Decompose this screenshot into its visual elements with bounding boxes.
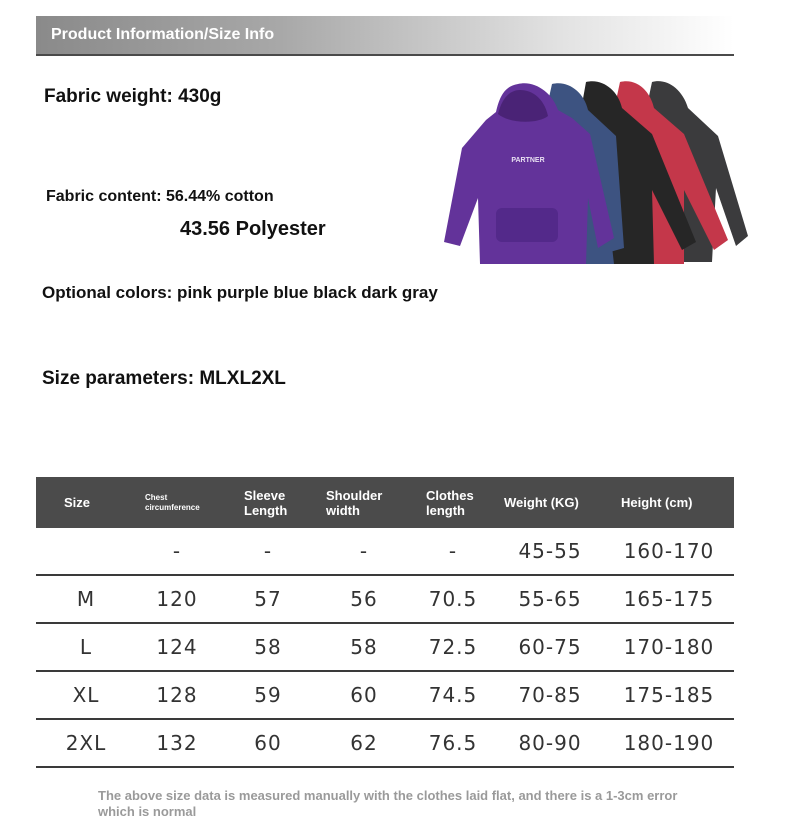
header-size: Size xyxy=(64,495,91,510)
header-chest: Chest circumference xyxy=(145,492,200,512)
table-cell: 120 xyxy=(156,587,198,611)
table-cell: - xyxy=(448,539,458,563)
table-cell: 124 xyxy=(156,635,198,659)
table-row xyxy=(36,624,734,672)
table-cell: 55-65 xyxy=(518,587,582,611)
table-cell: 180-190 xyxy=(623,731,715,755)
table-cell: - xyxy=(263,539,273,563)
table-cell: 62 xyxy=(350,731,378,755)
table-cell: - xyxy=(359,539,369,563)
table-cell: L xyxy=(79,635,93,659)
table-cell: XL xyxy=(72,683,100,707)
table-cell: 72.5 xyxy=(428,635,478,659)
table-cell: 175-185 xyxy=(623,683,715,707)
size-parameters: Size parameters: MLXL2XL xyxy=(42,368,286,389)
table-cell: 165-175 xyxy=(623,587,715,611)
fabric-content-polyester: 43.56 Polyester xyxy=(180,218,326,240)
table-row xyxy=(36,720,734,768)
table-cell: 57 xyxy=(254,587,282,611)
header-weight: Weight (KG) xyxy=(504,495,579,510)
table-cell: 58 xyxy=(254,635,282,659)
table-row xyxy=(36,672,734,720)
table-cell: 170-180 xyxy=(623,635,715,659)
table-cell: 160-170 xyxy=(623,539,715,563)
table-row xyxy=(36,528,734,576)
fabric-weight: Fabric weight: 430g xyxy=(44,86,222,107)
table-cell: 56 xyxy=(350,587,378,611)
table-cell: 60 xyxy=(254,731,282,755)
section-title: Product Information/Size Info xyxy=(51,26,275,43)
table-cell: M xyxy=(76,587,96,611)
table-cell: 60 xyxy=(350,683,378,707)
section-header xyxy=(36,16,734,56)
table-cell: 76.5 xyxy=(428,731,478,755)
table-cell: 128 xyxy=(156,683,198,707)
header-sleeve: Sleeve Length xyxy=(244,487,288,518)
header-clothes-length: Clothes length xyxy=(426,487,474,518)
hoodie-print-text: PARTNER xyxy=(511,157,545,164)
size-table xyxy=(36,477,734,768)
table-cell: 2XL xyxy=(65,731,107,755)
header-height: Height (cm) xyxy=(621,495,693,510)
table-cell xyxy=(36,528,136,574)
table-cell: 132 xyxy=(156,731,198,755)
table-body xyxy=(36,528,734,768)
header-shoulder: Shoulder width xyxy=(326,487,383,518)
table-cell: 80-90 xyxy=(518,731,582,755)
product-image-hoodies xyxy=(440,78,752,268)
fabric-content: Fabric content: 56.44% cotton xyxy=(46,188,274,205)
optional-colors: Optional colors: pink purple blue black dark gray xyxy=(42,283,438,302)
table-row xyxy=(36,576,734,624)
table-header xyxy=(36,477,734,528)
table-cell: 45-55 xyxy=(518,539,582,563)
table-cell: 59 xyxy=(254,683,282,707)
table-cell: 70.5 xyxy=(428,587,478,611)
footnote: The above size data is measured manually with the clothes laid flat, and there is a 1-3cm error which is normal xyxy=(98,788,678,819)
table-cell: 74.5 xyxy=(428,683,478,707)
table-cell: 70-85 xyxy=(518,683,582,707)
table-cell: 60-75 xyxy=(518,635,582,659)
table-cell: 58 xyxy=(350,635,378,659)
table-cell: - xyxy=(172,539,182,563)
